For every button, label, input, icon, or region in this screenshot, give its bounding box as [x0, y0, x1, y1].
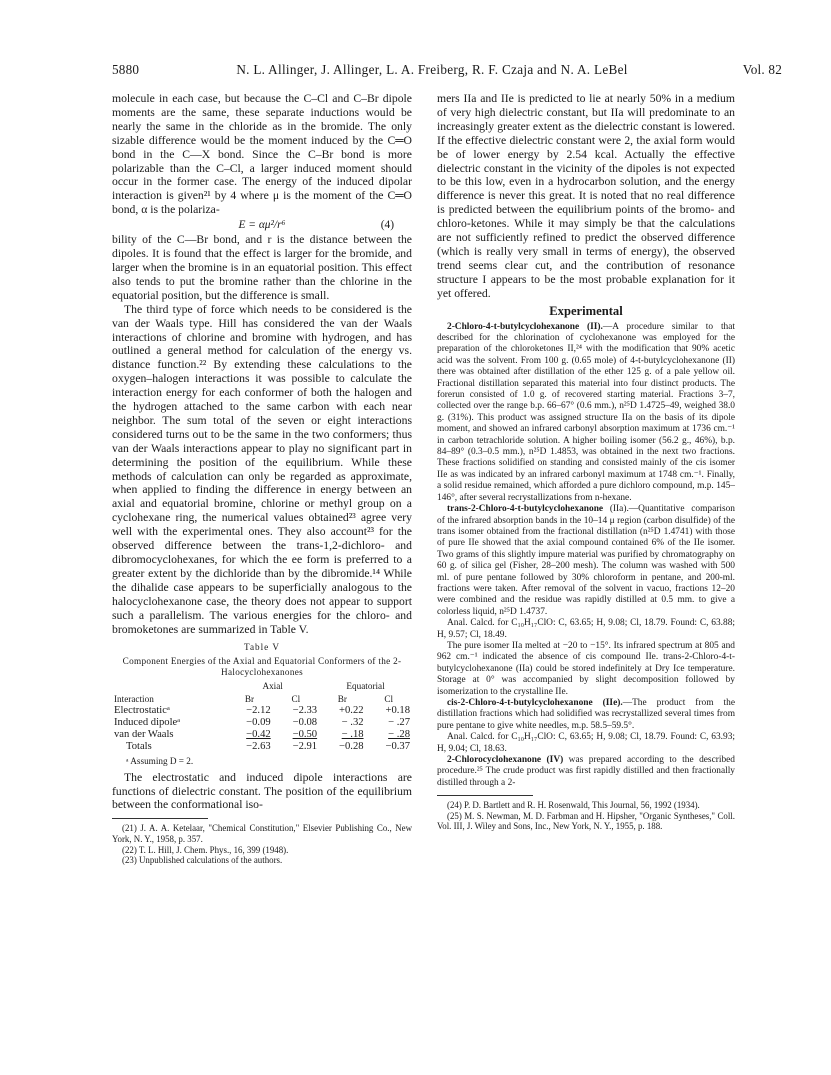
section-title-experimental: Experimental [549, 303, 623, 318]
right-footnotes [437, 800, 735, 832]
left-paragraph-4: The electrostatic and induced dipole interactions are functions of dielectric constant. The position of the equilibrium between the conformational iso- [112, 770, 412, 812]
table-caption: Component Energies of the Axial and Equatorial Conformers of the 2-Halocyclohexanones [122, 656, 402, 678]
group-equatorial: Equatorial [346, 681, 385, 692]
analysis-1: Anal. Calcd. for C₁₀H₁₇ClO: C, 63.65; H, 9.08; Cl, 18.79. Found: C, 63.88; H, 9.57; Cl, 18.49. [437, 618, 735, 640]
compound-name: trans-2-Chloro-4-t-butylcyclohexanone [447, 504, 604, 515]
col-axial-br: Br [244, 693, 255, 704]
author-line: N. L. Allinger, J. Allinger, L. A. Freiberg, R. F. Czaja and N. A. LeBel [236, 62, 628, 77]
table-row [112, 717, 412, 729]
row-label: Induced dipoleᵃ [114, 717, 181, 729]
table-body [112, 680, 412, 753]
experimental-para-3: The pure isomer IIa melted at −20 to −15°. Its infrared spectrum at 805 and 962 cm.⁻¹ indicated the absence of cis compound IIe. trans-2-Chloro-4-t-butylcyclohexanone (IIa) could be stored indefinitely at Dry Ice temperature. Storage at 0° was accompanied by slight decomposition followed by isomerization to the crystalline IIe. [437, 640, 735, 697]
para-text: was prepared according to the described procedure.²⁵ The crude product was first rapidly distilled and then fractionally distilled through a 2- [437, 755, 735, 788]
table-row [112, 729, 412, 741]
table-footnote: ᵃ Assuming D = 2. [126, 755, 194, 766]
para-text: —The product from the distillation fractions which had solidified was recrystallized several times from pure pentane to give white needles, m.p. 58.5–59.5°. [437, 698, 735, 731]
col-eq-cl: Cl [384, 693, 394, 704]
footnote-divider [437, 795, 533, 796]
footnote-23: (23) Unpublished calculations of the authors. [122, 855, 283, 866]
cell: − .32 [341, 717, 364, 729]
left-paragraph-3: The third type of force which needs to be considered is the van der Waals type. Hill has considered the van der Waals interactions of chlorine and bromine with hydrogen, and has outlined a general method for calculation of the energy vs. distance function.²² By extending these calculations to the oxygen–halogen interactions it was possible to calculate the interaction energy for each conformer of both the halogen and the hydrogen attached to the same carbon with each near neighbor. The sum total of the seven or eight interactions considered turns out to be the same in the two conformers; thus van der Waals interactions appear to play no significant part in determining the position of the equilibrium. While these methods of calculation can only be regarded as approximate, when applied to finding the difference in energy between an axial and equatorial bromine, chlorine or methyl group on a cyclohexane ring, the numerical values obtained²³ agree very well with the experimental ones. They also account²³ for the observed difference between the trans-1,2-dichloro- and dibromocyclohexanes, for which the ee form is preferred to a greater extent by the dichloride than by the dibromide.¹⁴ While the dihalide case appears to be superficially analogous to the halocyclohexanone case, the theory does not appear to support such a parallelism. The various energies for the chloro- and bromoketones are summarized in Table V. [112, 302, 412, 636]
cell: − .18 [341, 729, 364, 741]
footnote-divider [112, 818, 208, 819]
para-text: —A procedure similar to that described for the chlorination of cyclohexanone was employed for the preparation of the chloroketones II,²⁴ with the modification that 90% acetic acid was the solvent. From 100 g. (0.65 mole) of 4-t-butylcyclohexanone (II) there was obtained after distillation of the ether 125 g. of a pale yellow oil. Fractional distillation separated this material into four distinct products. The forerun consisted of 1.0 g. of recovered starting material. Fractions 3–7, collected over the range b.p. 66–67° (0.6 mm.), n²⁵D 1.4725–49, weighed 38.0 g. (31%). This product was assigned structure IIa on the basis of its dipole moment, and showed an infrared carbonyl absorption maximum at 1736 cm.⁻¹ in carbon tetrachloride solution. A higher boiling isomer (56.2 g., 46%), b.p. 84–89° (0.3–0.5 mm.), n²⁵D 1.4853, was obtained in the next two fractions. These fractions solidified on standing and consisted mainly of the cis isomer IIe as was indicated by an infrared carbonyl maximum at 1748 cm.⁻¹. Finally, a solid residue remained, which afforded a pure dichloro compound, m.p. 145–146°, after several recrystallizations from n-hexane. [437, 321, 735, 503]
group-axial: Axial [262, 681, 283, 692]
cell: −2.63 [246, 741, 271, 753]
running-header [112, 62, 782, 82]
right-paragraph-1: mers IIa and IIe is predicted to lie at nearly 50% in a medium of very high dielectric constant, but IIa will predominate to an increasingly greater extent as the dielectric constant is lowered. If the effective dielectric constant were 2, the axial form would be of lower energy by 2.54 kcal. Actually the effective dielectric constant in the vicinity of the dipoles is not expected to be this low, even in a hydrocarbon solution, and the energy difference is never this great. It is noted that no real difference is predicted between the equilibrium points of the bromo- and chloro-ketones. While it may simply be that the calculations are not sufficiently refined to predict the observed difference (which is really very small in terms of energy), the observed trend seems clear cut, and the contribution of resonance structure I appears to be the most probable explanation for it yet offered. [437, 92, 735, 300]
footnote-21: (21) J. A. A. Ketelaar, "Chemical Constitution," Elsevier Publishing Co., New York, N. Y., 1958, p. 357. [112, 823, 412, 844]
para-text: (IIa).—Quantitative comparison of the infrared absorption bands in the 10–14 μ region (carbon disulfide) of the trans isomer obtained from the fractional distillation (n²⁵D 1.4741) with those of pure IIe showed that the axial compound contained 6% of the IIe isomer. Two grams of this slightly impure material was purified by chromatography on 60 g. of silica gel (Fisher, 28–200 mesh). The column was washed with 500 ml. of pure pentane followed by 30% chloroform in pentane, and 200-ml. fractions were taken. After removal of the solvent in vacuo, fractions 12–20 were combined and the residue was rapidly distilled at 0.5 mm. to give a colorless liquid, n²⁵D 1.4737. [437, 504, 735, 617]
left-column [112, 92, 412, 866]
experimental-para-1 [437, 322, 735, 505]
cell: −2.12 [246, 704, 271, 716]
cell: −0.42 [246, 729, 271, 741]
col-axial-cl: Cl [291, 693, 301, 704]
col-eq-br: Br [337, 693, 347, 704]
table-row [112, 705, 412, 717]
row-label: Electrostaticᵃ [114, 704, 170, 716]
left-paragraph-1: molecule in each case, but because the C–Cl and C–Br dipole moments are the same, these separate inductions would be nearly the same in the chloride as in the bromide. The only sizable difference would be the moment induced by the C═O bond in the C—X bond. Since the C–Br bond is more polarizable than the C–Cl, a larger induced moment should occur in the former case. The energy of the induced dipolar interaction is given²¹ by 4 where μ is the moment of the C═O bond, α is the polariza- [112, 92, 412, 217]
table-v [112, 642, 412, 765]
cell: +0.18 [385, 704, 410, 716]
compound-name: cis-2-Chloro-4-t-butylcyclohexanone (IIe). [447, 698, 623, 708]
footnote-24: (24) P. D. Bartlett and R. H. Rosenwald, This Journal, 56, 1992 (1934). [447, 800, 700, 811]
col-interaction: Interaction [114, 693, 154, 704]
cell: −0.09 [246, 717, 271, 729]
page-number: 5880 [112, 62, 140, 77]
table-title: Table V [243, 642, 281, 653]
left-paragraph-2: bility of the C—Br bond, and r is the distance between the dipoles. It is found that the effect is larger for the bromide, and larger when the bromine is in an equatorial position. This effect also tends to put the bromine rather than the chlorine in the equatorial position, but the difference is small. [112, 233, 412, 302]
equation-number: (4) [380, 219, 394, 232]
experimental-para-4 [437, 698, 735, 732]
cell: −0.50 [292, 729, 318, 741]
left-footnotes [112, 823, 412, 865]
cell: − .28 [388, 729, 410, 741]
cell: −2.91 [292, 741, 318, 753]
cell: −0.08 [292, 717, 318, 729]
cell: +0.22 [339, 704, 364, 716]
cell: −2.33 [292, 704, 318, 716]
equation-text: E = αμ²/r⁶ [238, 219, 286, 232]
right-column [437, 92, 735, 832]
experimental-para-5 [437, 755, 735, 789]
footnote-22: (22) T. L. Hill, J. Chem. Phys., 16, 399 (1948). [122, 844, 289, 855]
row-label: van der Waals [114, 729, 174, 741]
footnote-25: (25) M. S. Newman, M. D. Farbman and H. Hipsher, "Organic Syntheses," Coll. Vol. III, J. Wiley and Sons, Inc., New York, N. Y., 1955, p. 188. [437, 810, 735, 832]
experimental-para-2 [437, 504, 735, 618]
cell: −0.28 [339, 741, 364, 753]
cell: −0.37 [385, 741, 410, 753]
compound-name: 2-Chloro-4-t-butylcyclohexanone (II). [447, 321, 603, 332]
volume-label: Vol. 82 [742, 62, 782, 77]
table-totals-row [112, 741, 412, 753]
row-label: Totals [126, 741, 152, 753]
equation-4 [112, 218, 412, 232]
cell: − .27 [388, 717, 410, 729]
compound-name: 2-Chlorocyclohexanone (IV) [447, 755, 564, 766]
analysis-2: Anal. Calcd. for C₁₀H₁₇ClO: C, 63.65; H, 9.08; Cl, 18.79. Found: C, 63.93; H, 9.04; Cl, 18.63. [437, 732, 735, 754]
